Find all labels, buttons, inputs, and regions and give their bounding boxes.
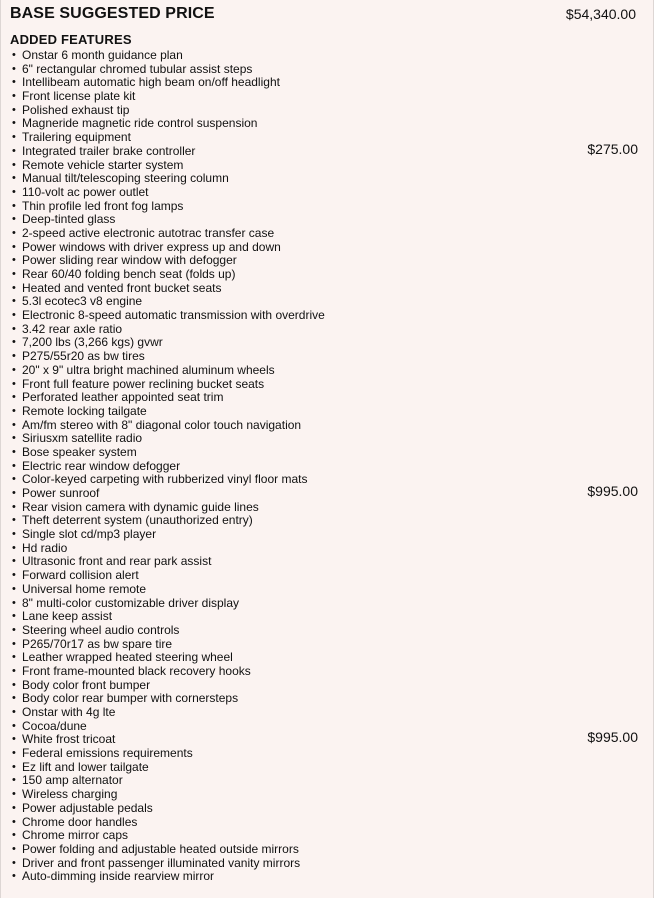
feature-item: • 3.42 rear axle ratio (12, 323, 638, 337)
feature-item: • Thin profile led front fog lamps (12, 200, 638, 214)
feature-item: • Hd radio (12, 542, 638, 556)
feature-item: • Manual tilt/telescoping steering column (12, 172, 638, 186)
feature-item: • 8" multi-color customizable driver display (12, 597, 638, 611)
feature-item: • Chrome door handles (12, 816, 638, 830)
feature-item: • Power sunroof (12, 487, 638, 501)
feature-item: • Steering wheel audio controls (12, 624, 638, 638)
feature-item: • Power sliding rear window with defogger (12, 254, 638, 268)
feature-item: • Lane keep assist (12, 610, 638, 624)
feature-item: • Power windows with driver express up and down (12, 241, 638, 255)
base-price-row (10, 5, 636, 25)
base-price-value: $54,340.00 (565, 6, 636, 22)
feature-item: • Body color rear bumper with cornersteps (12, 692, 638, 706)
feature-item: • Front full feature power reclining bucket seats (12, 378, 638, 392)
feature-item: • Heated and vented front bucket seats (12, 282, 638, 296)
feature-item: • Polished exhaust tip (12, 104, 638, 118)
feature-item: • Universal home remote (12, 583, 638, 597)
feature-item: • Cocoa/dune (12, 720, 638, 734)
feature-item: • Federal emissions requirements (12, 747, 638, 761)
feature-item: • Wireless charging (12, 788, 638, 802)
feature-item: • White frost tricoat (12, 733, 638, 747)
feature-item: • Am/fm stereo with 8" diagonal color touch navigation (12, 419, 638, 433)
feature-item: • Perforated leather appointed seat trim (12, 391, 638, 405)
option-group-price: $995.00 (587, 729, 638, 746)
feature-item: • Driver and front passenger illuminated vanity mirrors (12, 857, 638, 871)
feature-group (12, 159, 638, 501)
feature-item: • Onstar with 4g lte (12, 706, 638, 720)
feature-item: • Deep-tinted glass (12, 213, 638, 227)
feature-item: • Onstar 6 month guidance plan (12, 49, 638, 63)
feature-item: • Chrome mirror caps (12, 829, 638, 843)
feature-item: • Front frame-mounted black recovery hooks (12, 665, 638, 679)
feature-item: • 20" x 9" ultra bright machined aluminum wheels (12, 364, 638, 378)
feature-item: • Ez lift and lower tailgate (12, 761, 638, 775)
feature-item: • Single slot cd/mp3 player (12, 528, 638, 542)
feature-item: • Remote vehicle starter system (12, 159, 638, 173)
feature-item: • Forward collision alert (12, 569, 638, 583)
base-price-label: BASE SUGGESTED PRICE (10, 5, 215, 22)
added-features-heading: ADDED FEATURES (10, 32, 132, 47)
feature-item: • Leather wrapped heated steering wheel (12, 651, 638, 665)
feature-item: • Ultrasonic front and rear park assist (12, 555, 638, 569)
feature-item: • P275/55r20 as bw tires (12, 350, 638, 364)
feature-item: • 150 amp alternator (12, 774, 638, 788)
feature-item: • Auto-dimming inside rearview mirror (12, 870, 638, 884)
feature-group (12, 747, 638, 884)
feature-item: • Rear vision camera with dynamic guide lines (12, 501, 638, 515)
feature-item: • Bose speaker system (12, 446, 638, 460)
option-group-price: $995.00 (587, 482, 638, 499)
feature-item: • Body color front bumper (12, 679, 638, 693)
feature-item: • Power folding and adjustable heated outside mirrors (12, 843, 638, 857)
added-features-list (12, 49, 638, 884)
feature-item: • Integrated trailer brake controller (12, 145, 638, 159)
feature-item: • Magneride magnetic ride control suspension (12, 117, 638, 131)
feature-item: • Electric rear window defogger (12, 460, 638, 474)
feature-item: • 2-speed active electronic autotrac transfer case (12, 227, 638, 241)
feature-item: • 7,200 lbs (3,266 kgs) gvwr (12, 336, 638, 350)
feature-item: • 6" rectangular chromed tubular assist steps (12, 63, 638, 77)
feature-item: • Remote locking tailgate (12, 405, 638, 419)
feature-item: • Power adjustable pedals (12, 802, 638, 816)
feature-item: • 5.3l ecotec3 v8 engine (12, 295, 638, 309)
feature-item: • Intellibeam automatic high beam on/off headlight (12, 76, 638, 90)
feature-item: • Rear 60/40 folding bench seat (folds up) (12, 268, 638, 282)
feature-item: • 110-volt ac power outlet (12, 186, 638, 200)
feature-item: • Front license plate kit (12, 90, 638, 104)
feature-item: • Siriusxm satellite radio (12, 432, 638, 446)
feature-item: • Theft deterrent system (unauthorized entry) (12, 514, 638, 528)
option-group-price: $275.00 (587, 140, 638, 157)
feature-group (12, 49, 638, 159)
feature-item: • Color-keyed carpeting with rubberized vinyl floor mats (12, 473, 638, 487)
feature-group (12, 501, 638, 747)
feature-item: • P265/70r17 as bw spare tire (12, 638, 638, 652)
feature-item: • Electronic 8-speed automatic transmission with overdrive (12, 309, 638, 323)
feature-item: • Trailering equipment (12, 131, 638, 145)
